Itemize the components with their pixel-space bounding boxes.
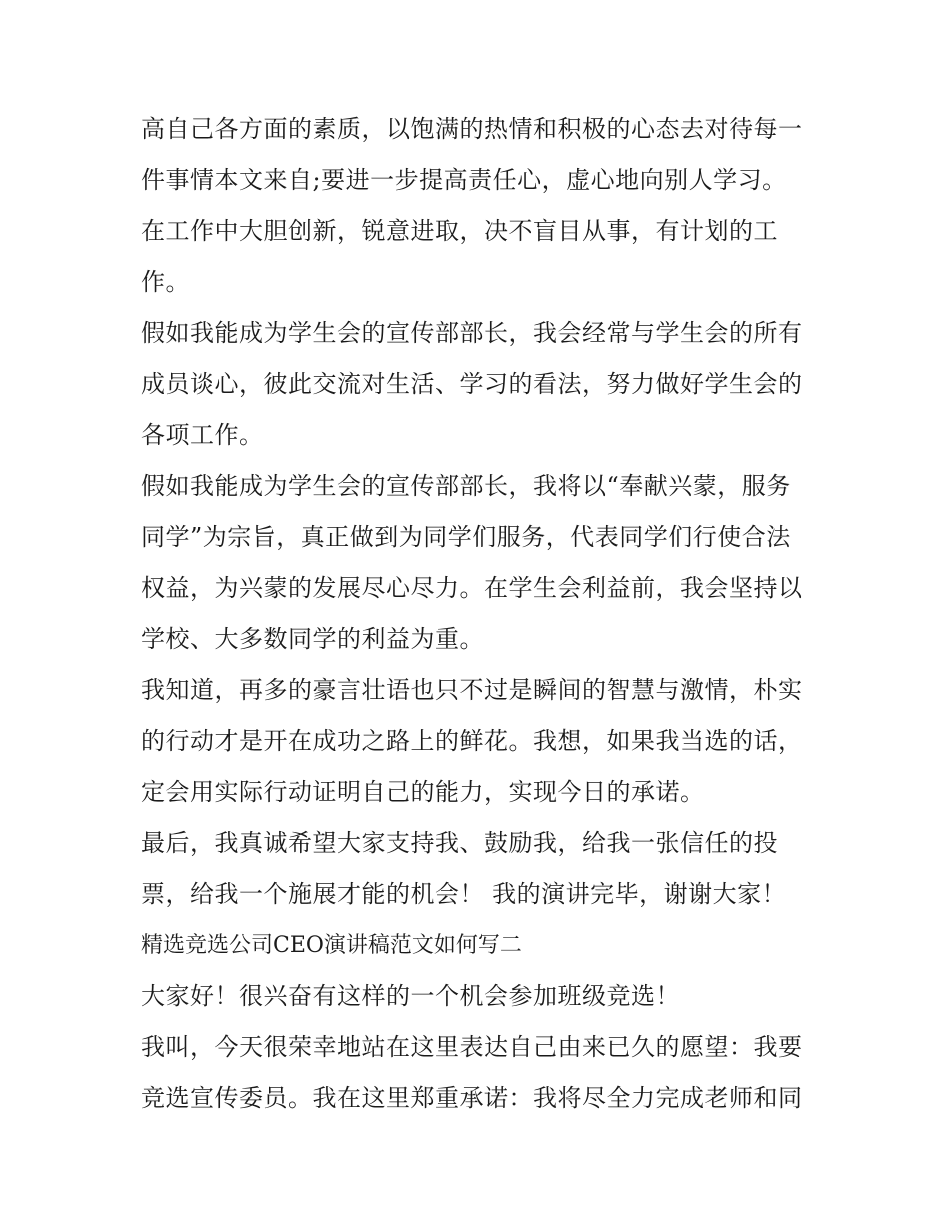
text-line: 我知道，再多的豪言壮语也只不过是瞬间的智慧与激情，朴实 xyxy=(141,676,803,704)
text-line: 假如我能成为学生会的宣传部部长，我会经常与学生会的所有 xyxy=(141,319,803,347)
text-line: 学校、大多数同学的利益为重。 xyxy=(141,625,484,653)
text-line: 各项工作。 xyxy=(141,421,264,449)
text-line: 权益，为兴蒙的发展尽心尽力。在学生会利益前，我会坚持以 xyxy=(141,574,803,602)
text-line: 件事情本文来自;要进一步提高责任心，虚心地向别人学习。 xyxy=(141,166,787,194)
section-heading: 精选竞选公司CEO演讲稿范文如何写二 xyxy=(141,933,522,958)
document-body xyxy=(141,104,821,1124)
text-line: 作。 xyxy=(141,268,190,296)
text-line: 同学”为宗旨，真正做到为同学们服务，代表同学们行使合法 xyxy=(141,523,791,551)
text-line: 最后，我真诚希望大家支持我、鼓励我，给我一张信任的投 xyxy=(141,829,778,857)
text-line: 在工作中大胆创新，锐意进取，决不盲目从事，有计划的工 xyxy=(141,217,778,245)
text-line: 假如我能成为学生会的宣传部部长，我将以“奉献兴蒙，服务 xyxy=(141,472,791,500)
text-line: 我叫，今天很荣幸地站在这里表达自己由来已久的愿望：我要 xyxy=(141,1033,803,1061)
text-line: 高自己各方面的素质，以饱满的热情和积极的心态去对待每一 xyxy=(141,115,803,143)
text-line: 定会用实际行动证明自己的能力，实现今日的承诺。 xyxy=(141,778,705,806)
text-line: 票，给我一个施展才能的机会！ 我的演讲完毕，谢谢大家！ xyxy=(141,880,787,908)
text-line: 竞选宣传委员。我在这里郑重承诺：我将尽全力完成老师和同 xyxy=(141,1084,803,1112)
text-line: 成员谈心，彼此交流对生活、学习的看法，努力做好学生会的 xyxy=(141,370,803,398)
text-line: 大家好！很兴奋有这样的一个机会参加班级竞选！ xyxy=(141,982,680,1010)
text-line: 的行动才是开在成功之路上的鲜花。我想，如果我当选的话， xyxy=(141,727,803,755)
